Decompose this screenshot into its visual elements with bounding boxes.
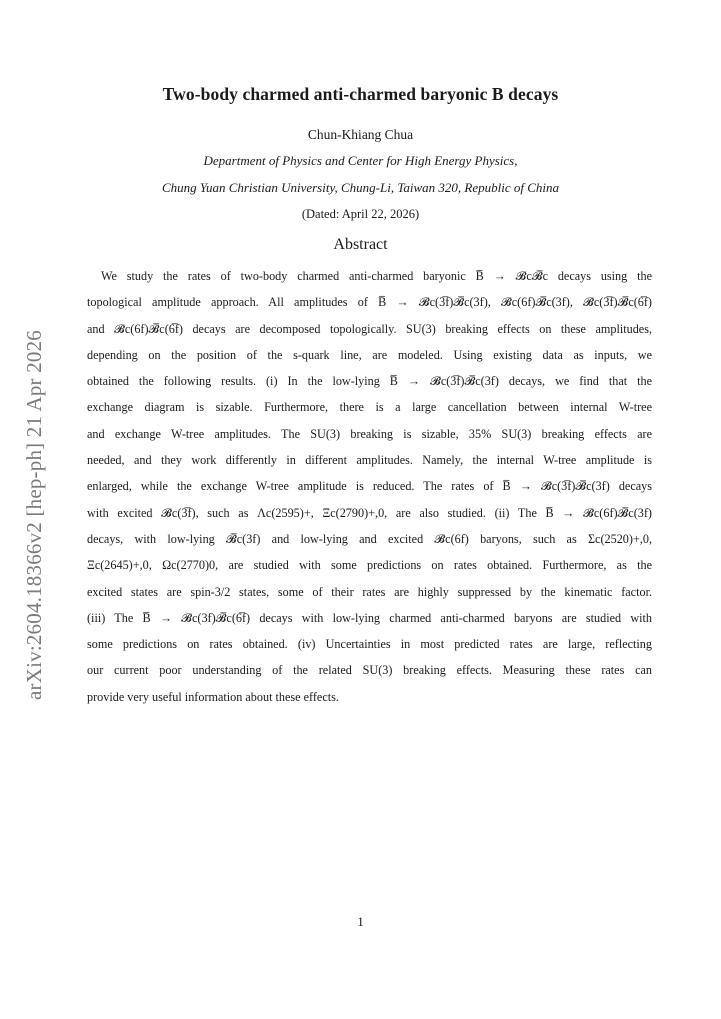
date-line: (Dated: April 22, 2026): [301, 207, 420, 221]
abstract-line: needed, and they work differently in different amplitudes. Namely, the internal W-tree amplitude is: [87, 453, 652, 468]
abstract-line: exchange diagram is sizable. Furthermore, there is a large cancellation between internal W-tree: [87, 400, 652, 415]
abstract-line: some predictions on rates obtained. (iv) Uncertainties in most predicted rates are large, reflecting: [87, 637, 652, 652]
abstract-body: [87, 263, 652, 710]
arxiv-sidebar-stamp: arXiv:2604.18366v2 [hep-ph] 21 Apr 2026: [22, 330, 46, 700]
abstract-heading: Abstract: [333, 236, 388, 253]
abstract-line: and exchange W-tree amplitudes. The SU(3) breaking is sizable, 35% SU(3) breaking effects are: [87, 426, 652, 441]
affiliation-line-1: Department of Physics and Center for High Energy Physics,: [203, 153, 518, 168]
abstract-line: topological amplitude approach. All amplitudes of B̅ → 𝓑c(3̅f)𝓑̅c(3f), 𝓑c(6f)𝓑̅c(3f), 𝓑c(3̅f)𝓑̅c(6̅f): [87, 295, 652, 310]
affiliation-line-2: Chung Yuan Christian University, Chung-Li, Taiwan 320, Republic of China: [161, 180, 560, 195]
abstract-line: excited states are spin-3/2 states, some of their rates are highly suppressed by the kinematic factor.: [87, 584, 652, 599]
abstract-line: (iii) The B̅ → 𝓑c(3f)𝓑̅c(6̅f) decays with low-lying charmed anti-charmed baryons are studied with: [87, 610, 652, 625]
abstract-line: and 𝓑c(6f)𝓑̅c(6̅f) decays are decomposed topologically. SU(3) breaking effects on these amplitudes,: [87, 321, 652, 336]
abstract-line: We study the rates of two-body charmed anti-charmed baryonic B̅ → 𝓑c𝓑̅c decays using the: [101, 269, 652, 283]
abstract-line: with excited 𝓑c(3̅f), such as Λc(2595)+, Ξc(2790)+,0, are also studied. (ii) The B̅ → 𝓑c(6f)𝓑̅c(3f): [87, 505, 652, 520]
abstract-line: our current poor understanding of the related SU(3) breaking effects. Measuring these rates can: [87, 663, 652, 678]
abstract-line: enlarged, while the exchange W-tree amplitude is reduced. The rates of B̅ → 𝓑c(3̅f)𝓑̅c(3f) decays: [87, 479, 652, 494]
abstract-line: obtained the following results. (i) In the low-lying B̅ → 𝓑c(3̅f)𝓑̅c(3f) decays, we find that the: [87, 374, 652, 389]
author-name: Chun-Khiang Chua: [307, 127, 414, 142]
page-number: 1: [357, 914, 364, 929]
abstract-line: decays, with low-lying 𝓑̅c(3f) and low-lying and excited 𝓑c(6f) baryons, such as Σc(2520)+,0,: [87, 531, 652, 546]
paper-title: Two-body charmed anti-charmed baryonic B decays: [162, 84, 559, 104]
abstract-line: provide very useful information about these effects.: [87, 689, 339, 704]
abstract-line: depending on the position of the s-quark line, are modeled. Using existing data as inputs, we: [87, 347, 652, 362]
abstract-line: Ξc(2645)+,0, Ωc(2770)0, are studied with some predictions on rates obtained. Furthermore, as the: [87, 558, 652, 573]
